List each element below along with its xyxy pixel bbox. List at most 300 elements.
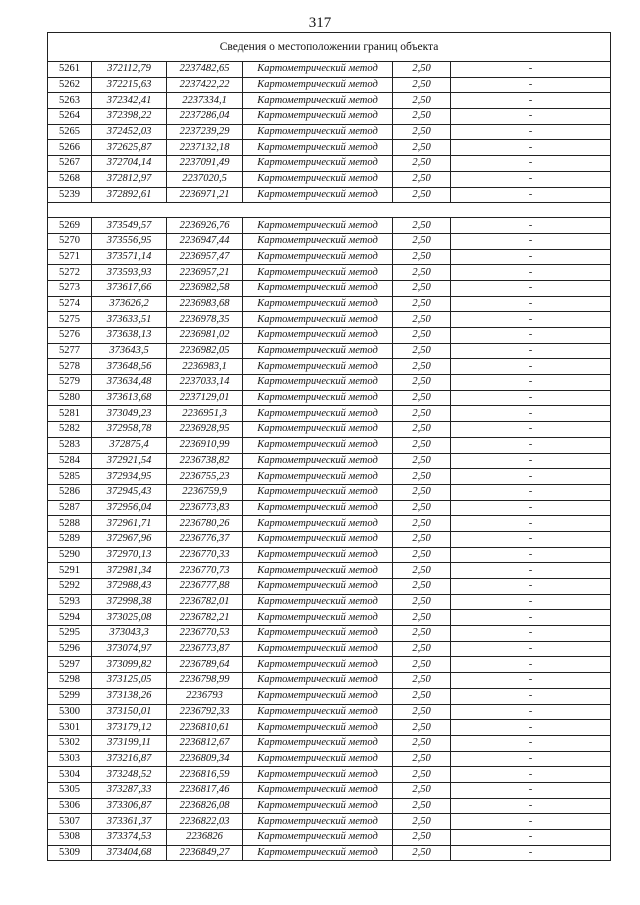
precision-cell: 2,50 <box>393 140 451 156</box>
x-coordinate-cell: 373633,51 <box>92 312 167 328</box>
table-row <box>48 688 611 704</box>
description-cell: - <box>451 751 611 767</box>
description-cell: - <box>451 610 611 626</box>
y-coordinate-cell: 2236776,37 <box>167 531 243 547</box>
y-coordinate-cell: 2236928,95 <box>167 422 243 438</box>
point-number-cell: 5261 <box>48 62 92 78</box>
description-cell: - <box>451 688 611 704</box>
precision-cell: 2,50 <box>393 359 451 375</box>
y-coordinate-cell: 2236951,3 <box>167 406 243 422</box>
method-cell: Картометрический метод <box>243 830 393 846</box>
method-cell: Картометрический метод <box>243 422 393 438</box>
table-row <box>48 547 611 563</box>
description-cell: - <box>451 312 611 328</box>
y-coordinate-cell: 2236777,88 <box>167 579 243 595</box>
method-cell: Картометрический метод <box>243 484 393 500</box>
description-cell: - <box>451 798 611 814</box>
point-number-cell: 5300 <box>48 704 92 720</box>
precision-cell: 2,50 <box>393 735 451 751</box>
x-coordinate-cell: 372342,41 <box>92 93 167 109</box>
x-coordinate-cell: 372892,61 <box>92 187 167 203</box>
table-row <box>48 77 611 93</box>
point-number-cell: 5307 <box>48 814 92 830</box>
y-coordinate-cell: 2236816,59 <box>167 767 243 783</box>
description-cell: - <box>451 516 611 532</box>
point-number-cell: 5267 <box>48 156 92 172</box>
y-coordinate-cell: 2236983,68 <box>167 296 243 312</box>
description-cell: - <box>451 469 611 485</box>
point-number-cell: 5302 <box>48 735 92 751</box>
table-row <box>48 343 611 359</box>
precision-cell: 2,50 <box>393 453 451 469</box>
point-number-cell: 5288 <box>48 516 92 532</box>
description-cell: - <box>451 171 611 187</box>
precision-cell: 2,50 <box>393 563 451 579</box>
section-gap-cell <box>48 203 611 218</box>
x-coordinate-cell: 372704,14 <box>92 156 167 172</box>
method-cell: Картометрический метод <box>243 516 393 532</box>
x-coordinate-cell: 373150,01 <box>92 704 167 720</box>
method-cell: Картометрический метод <box>243 156 393 172</box>
method-cell: Картометрический метод <box>243 359 393 375</box>
point-number-cell: 5309 <box>48 845 92 861</box>
table-row <box>48 375 611 391</box>
table-title-row <box>48 33 611 62</box>
point-number-cell: 5266 <box>48 140 92 156</box>
table-row <box>48 233 611 249</box>
y-coordinate-cell: 2237286,04 <box>167 109 243 125</box>
table-row <box>48 484 611 500</box>
method-cell: Картометрический метод <box>243 296 393 312</box>
y-coordinate-cell: 2236755,23 <box>167 469 243 485</box>
y-coordinate-cell: 2236770,73 <box>167 563 243 579</box>
method-cell: Картометрический метод <box>243 265 393 281</box>
y-coordinate-cell: 2236978,35 <box>167 312 243 328</box>
precision-cell: 2,50 <box>393 328 451 344</box>
point-number-cell: 5284 <box>48 453 92 469</box>
point-number-cell: 5281 <box>48 406 92 422</box>
table-row <box>48 296 611 312</box>
x-coordinate-cell: 373199,11 <box>92 735 167 751</box>
precision-cell: 2,50 <box>393 249 451 265</box>
description-cell: - <box>451 233 611 249</box>
table-row <box>48 62 611 78</box>
description-cell: - <box>451 782 611 798</box>
method-cell: Картометрический метод <box>243 626 393 642</box>
precision-cell: 2,50 <box>393 579 451 595</box>
x-coordinate-cell: 373216,87 <box>92 751 167 767</box>
y-coordinate-cell: 2236793 <box>167 688 243 704</box>
method-cell: Картометрический метод <box>243 140 393 156</box>
method-cell: Картометрический метод <box>243 390 393 406</box>
precision-cell: 2,50 <box>393 594 451 610</box>
table-row <box>48 657 611 673</box>
method-cell: Картометрический метод <box>243 531 393 547</box>
point-number-cell: 5275 <box>48 312 92 328</box>
description-cell: - <box>451 735 611 751</box>
description-cell: - <box>451 328 611 344</box>
description-cell: - <box>451 767 611 783</box>
table-row <box>48 830 611 846</box>
precision-cell: 2,50 <box>393 422 451 438</box>
y-coordinate-cell: 2236849,27 <box>167 845 243 861</box>
description-cell: - <box>451 641 611 657</box>
point-number-cell: 5270 <box>48 233 92 249</box>
x-coordinate-cell: 373643,5 <box>92 343 167 359</box>
x-coordinate-cell: 372961,71 <box>92 516 167 532</box>
description-cell: - <box>451 140 611 156</box>
y-coordinate-cell: 2236782,21 <box>167 610 243 626</box>
y-coordinate-cell: 2236789,64 <box>167 657 243 673</box>
point-number-cell: 5292 <box>48 579 92 595</box>
point-number-cell: 5290 <box>48 547 92 563</box>
method-cell: Картометрический метод <box>243 375 393 391</box>
description-cell: - <box>451 531 611 547</box>
x-coordinate-cell: 373099,82 <box>92 657 167 673</box>
point-number-cell: 5282 <box>48 422 92 438</box>
precision-cell: 2,50 <box>393 375 451 391</box>
description-cell: - <box>451 437 611 453</box>
x-coordinate-cell: 373648,56 <box>92 359 167 375</box>
x-coordinate-cell: 373556,95 <box>92 233 167 249</box>
y-coordinate-cell: 2236983,1 <box>167 359 243 375</box>
precision-cell: 2,50 <box>393 531 451 547</box>
method-cell: Картометрический метод <box>243 814 393 830</box>
table-row <box>48 453 611 469</box>
description-cell: - <box>451 109 611 125</box>
x-coordinate-cell: 372921,54 <box>92 453 167 469</box>
x-coordinate-cell: 373049,23 <box>92 406 167 422</box>
description-cell: - <box>451 720 611 736</box>
precision-cell: 2,50 <box>393 312 451 328</box>
description-cell: - <box>451 156 611 172</box>
x-coordinate-cell: 372967,96 <box>92 531 167 547</box>
y-coordinate-cell: 2237334,1 <box>167 93 243 109</box>
point-number-cell: 5276 <box>48 328 92 344</box>
table-row <box>48 563 611 579</box>
precision-cell: 2,50 <box>393 187 451 203</box>
table-row <box>48 469 611 485</box>
method-cell: Картометрический метод <box>243 610 393 626</box>
precision-cell: 2,50 <box>393 782 451 798</box>
method-cell: Картометрический метод <box>243 845 393 861</box>
precision-cell: 2,50 <box>393 688 451 704</box>
method-cell: Картометрический метод <box>243 312 393 328</box>
precision-cell: 2,50 <box>393 547 451 563</box>
table-row <box>48 140 611 156</box>
method-cell: Картометрический метод <box>243 594 393 610</box>
table-row <box>48 406 611 422</box>
point-number-cell: 5295 <box>48 626 92 642</box>
description-cell: - <box>451 594 611 610</box>
description-cell: - <box>451 500 611 516</box>
method-cell: Картометрический метод <box>243 187 393 203</box>
description-cell: - <box>451 406 611 422</box>
x-coordinate-cell: 373043,3 <box>92 626 167 642</box>
precision-cell: 2,50 <box>393 280 451 296</box>
method-cell: Картометрический метод <box>243 109 393 125</box>
description-cell: - <box>451 563 611 579</box>
y-coordinate-cell: 2236770,33 <box>167 547 243 563</box>
x-coordinate-cell: 373593,93 <box>92 265 167 281</box>
x-coordinate-cell: 372970,13 <box>92 547 167 563</box>
point-number-cell: 5286 <box>48 484 92 500</box>
point-number-cell: 5294 <box>48 610 92 626</box>
precision-cell: 2,50 <box>393 845 451 861</box>
x-coordinate-cell: 372945,43 <box>92 484 167 500</box>
description-cell: - <box>451 124 611 140</box>
table-row <box>48 359 611 375</box>
y-coordinate-cell: 2236826,08 <box>167 798 243 814</box>
point-number-cell: 5278 <box>48 359 92 375</box>
description-cell: - <box>451 814 611 830</box>
y-coordinate-cell: 2236773,87 <box>167 641 243 657</box>
method-cell: Картометрический метод <box>243 437 393 453</box>
point-number-cell: 5280 <box>48 390 92 406</box>
x-coordinate-cell: 373404,68 <box>92 845 167 861</box>
x-coordinate-cell: 372875,4 <box>92 437 167 453</box>
method-cell: Картометрический метод <box>243 171 393 187</box>
point-number-cell: 5299 <box>48 688 92 704</box>
y-coordinate-cell: 2237482,65 <box>167 62 243 78</box>
method-cell: Картометрический метод <box>243 406 393 422</box>
table-row <box>48 249 611 265</box>
precision-cell: 2,50 <box>393 500 451 516</box>
precision-cell: 2,50 <box>393 516 451 532</box>
precision-cell: 2,50 <box>393 610 451 626</box>
precision-cell: 2,50 <box>393 171 451 187</box>
precision-cell: 2,50 <box>393 62 451 78</box>
method-cell: Картометрический метод <box>243 469 393 485</box>
method-cell: Картометрический метод <box>243 93 393 109</box>
description-cell: - <box>451 249 611 265</box>
description-cell: - <box>451 830 611 846</box>
x-coordinate-cell: 373638,13 <box>92 328 167 344</box>
x-coordinate-cell: 373613,68 <box>92 390 167 406</box>
x-coordinate-cell: 372998,38 <box>92 594 167 610</box>
table-row <box>48 626 611 642</box>
table-row <box>48 845 611 861</box>
precision-cell: 2,50 <box>393 814 451 830</box>
method-cell: Картометрический метод <box>243 77 393 93</box>
x-coordinate-cell: 372956,04 <box>92 500 167 516</box>
description-cell: - <box>451 359 611 375</box>
table-row <box>48 767 611 783</box>
table-row <box>48 782 611 798</box>
precision-cell: 2,50 <box>393 484 451 500</box>
y-coordinate-cell: 2236798,99 <box>167 673 243 689</box>
method-cell: Картометрический метод <box>243 62 393 78</box>
description-cell: - <box>451 296 611 312</box>
y-coordinate-cell: 2236982,58 <box>167 280 243 296</box>
description-cell: - <box>451 422 611 438</box>
y-coordinate-cell: 2236817,46 <box>167 782 243 798</box>
table-row <box>48 579 611 595</box>
table-row <box>48 531 611 547</box>
description-cell: - <box>451 187 611 203</box>
precision-cell: 2,50 <box>393 109 451 125</box>
x-coordinate-cell: 372988,43 <box>92 579 167 595</box>
table-row <box>48 93 611 109</box>
y-coordinate-cell: 2237129,01 <box>167 390 243 406</box>
table-row <box>48 814 611 830</box>
table-row <box>48 328 611 344</box>
point-number-cell: 5262 <box>48 77 92 93</box>
table-row <box>48 641 611 657</box>
method-cell: Картометрический метод <box>243 782 393 798</box>
description-cell: - <box>451 93 611 109</box>
table-row <box>48 312 611 328</box>
x-coordinate-cell: 372625,87 <box>92 140 167 156</box>
point-number-cell: 5279 <box>48 375 92 391</box>
point-number-cell: 5293 <box>48 594 92 610</box>
method-cell: Картометрический метод <box>243 124 393 140</box>
precision-cell: 2,50 <box>393 437 451 453</box>
y-coordinate-cell: 2237239,29 <box>167 124 243 140</box>
point-number-cell: 5301 <box>48 720 92 736</box>
description-cell: - <box>451 845 611 861</box>
y-coordinate-cell: 2236782,01 <box>167 594 243 610</box>
table-row <box>48 156 611 172</box>
description-cell: - <box>451 673 611 689</box>
y-coordinate-cell: 2236910,99 <box>167 437 243 453</box>
description-cell: - <box>451 704 611 720</box>
point-number-cell: 5268 <box>48 171 92 187</box>
method-cell: Картометрический метод <box>243 798 393 814</box>
precision-cell: 2,50 <box>393 296 451 312</box>
y-coordinate-cell: 2237033,14 <box>167 375 243 391</box>
table-row <box>48 265 611 281</box>
y-coordinate-cell: 2236981,02 <box>167 328 243 344</box>
table-row <box>48 735 611 751</box>
y-coordinate-cell: 2236926,76 <box>167 218 243 234</box>
y-coordinate-cell: 2236780,26 <box>167 516 243 532</box>
table-row <box>48 109 611 125</box>
point-number-cell: 5291 <box>48 563 92 579</box>
description-cell: - <box>451 343 611 359</box>
method-cell: Картометрический метод <box>243 249 393 265</box>
precision-cell: 2,50 <box>393 704 451 720</box>
y-coordinate-cell: 2237132,18 <box>167 140 243 156</box>
y-coordinate-cell: 2236822,03 <box>167 814 243 830</box>
y-coordinate-cell: 2236957,47 <box>167 249 243 265</box>
x-coordinate-cell: 372112,79 <box>92 62 167 78</box>
precision-cell: 2,50 <box>393 390 451 406</box>
precision-cell: 2,50 <box>393 156 451 172</box>
precision-cell: 2,50 <box>393 77 451 93</box>
point-number-cell: 5289 <box>48 531 92 547</box>
method-cell: Картометрический метод <box>243 751 393 767</box>
point-number-cell: 5239 <box>48 187 92 203</box>
method-cell: Картометрический метод <box>243 453 393 469</box>
precision-cell: 2,50 <box>393 641 451 657</box>
point-number-cell: 5303 <box>48 751 92 767</box>
x-coordinate-cell: 372215,63 <box>92 77 167 93</box>
y-coordinate-cell: 2236826 <box>167 830 243 846</box>
x-coordinate-cell: 373248,52 <box>92 767 167 783</box>
point-number-cell: 5304 <box>48 767 92 783</box>
y-coordinate-cell: 2237422,22 <box>167 77 243 93</box>
table-row <box>48 516 611 532</box>
x-coordinate-cell: 373626,2 <box>92 296 167 312</box>
description-cell: - <box>451 657 611 673</box>
method-cell: Картометрический метод <box>243 280 393 296</box>
x-coordinate-cell: 372981,34 <box>92 563 167 579</box>
x-coordinate-cell: 373549,57 <box>92 218 167 234</box>
y-coordinate-cell: 2236957,21 <box>167 265 243 281</box>
page-number: 317 <box>308 15 332 31</box>
y-coordinate-cell: 2236738,82 <box>167 453 243 469</box>
table-row <box>48 124 611 140</box>
description-cell: - <box>451 375 611 391</box>
x-coordinate-cell: 372452,03 <box>92 124 167 140</box>
method-cell: Картометрический метод <box>243 767 393 783</box>
point-number-cell: 5296 <box>48 641 92 657</box>
y-coordinate-cell: 2236947,44 <box>167 233 243 249</box>
precision-cell: 2,50 <box>393 751 451 767</box>
description-cell: - <box>451 453 611 469</box>
x-coordinate-cell: 373374,53 <box>92 830 167 846</box>
x-coordinate-cell: 373125,05 <box>92 673 167 689</box>
x-coordinate-cell: 373025,08 <box>92 610 167 626</box>
y-coordinate-cell: 2237091,49 <box>167 156 243 172</box>
y-coordinate-cell: 2236971,21 <box>167 187 243 203</box>
point-number-cell: 5285 <box>48 469 92 485</box>
description-cell: - <box>451 484 611 500</box>
method-cell: Картометрический метод <box>243 328 393 344</box>
point-number-cell: 5287 <box>48 500 92 516</box>
precision-cell: 2,50 <box>393 720 451 736</box>
description-cell: - <box>451 547 611 563</box>
table-title: Сведения о местоположении границ объекта <box>48 33 611 62</box>
table-row <box>48 390 611 406</box>
precision-cell: 2,50 <box>393 218 451 234</box>
section-gap-row <box>48 203 611 218</box>
table-row <box>48 594 611 610</box>
point-number-cell: 5264 <box>48 109 92 125</box>
point-number-cell: 5265 <box>48 124 92 140</box>
method-cell: Картометрический метод <box>243 563 393 579</box>
method-cell: Картометрический метод <box>243 688 393 704</box>
point-number-cell: 5305 <box>48 782 92 798</box>
description-cell: - <box>451 265 611 281</box>
x-coordinate-cell: 372958,78 <box>92 422 167 438</box>
point-number-cell: 5272 <box>48 265 92 281</box>
method-cell: Картометрический метод <box>243 704 393 720</box>
precision-cell: 2,50 <box>393 93 451 109</box>
table-row <box>48 218 611 234</box>
point-number-cell: 5298 <box>48 673 92 689</box>
table-row <box>48 720 611 736</box>
y-coordinate-cell: 2237020,5 <box>167 171 243 187</box>
description-cell: - <box>451 579 611 595</box>
description-cell: - <box>451 390 611 406</box>
table-row <box>48 280 611 296</box>
table-row <box>48 171 611 187</box>
point-number-cell: 5271 <box>48 249 92 265</box>
x-coordinate-cell: 372934,95 <box>92 469 167 485</box>
precision-cell: 2,50 <box>393 673 451 689</box>
description-cell: - <box>451 626 611 642</box>
precision-cell: 2,50 <box>393 233 451 249</box>
y-coordinate-cell: 2236770,53 <box>167 626 243 642</box>
table-row <box>48 437 611 453</box>
y-coordinate-cell: 2236982,05 <box>167 343 243 359</box>
x-coordinate-cell: 372398,22 <box>92 109 167 125</box>
x-coordinate-cell: 373138,26 <box>92 688 167 704</box>
precision-cell: 2,50 <box>393 406 451 422</box>
table-row <box>48 751 611 767</box>
